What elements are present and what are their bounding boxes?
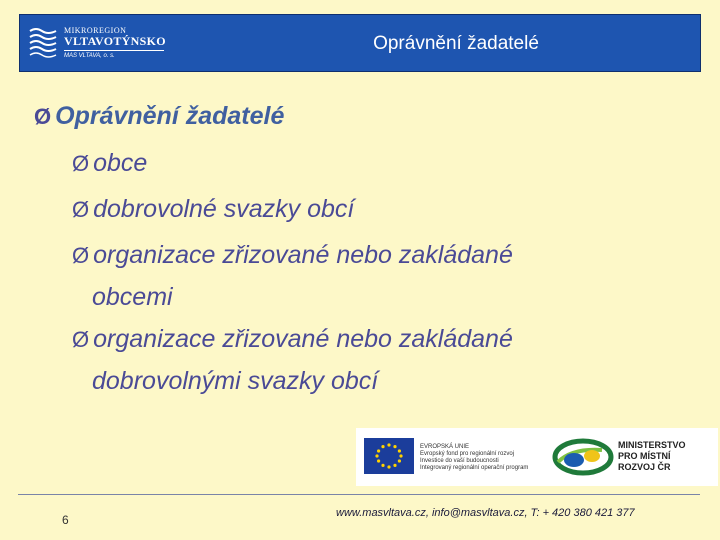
arrow-bullet-icon: Ø	[34, 104, 52, 129]
eu-text-line: Evropský fond pro regionální rozvoj	[420, 451, 515, 457]
item-text: obce	[93, 149, 148, 177]
slide-header	[19, 14, 701, 72]
bullet-item	[72, 192, 354, 227]
funding-logos	[356, 428, 718, 486]
bullet-item	[72, 238, 513, 273]
page-number: 6	[62, 513, 69, 527]
eu-flag-icon	[364, 438, 414, 474]
bullet-heading	[34, 99, 284, 134]
ministry-text	[618, 440, 686, 473]
item-continuation: obcemi	[92, 283, 173, 311]
ministry-text-line: MINISTERSTVO	[618, 440, 686, 450]
footer-contact: www.masvltava.cz, info@masvltava.cz, T: + 420 380 421 377	[336, 507, 635, 519]
arrow-bullet-icon: Ø	[72, 243, 90, 268]
ministry-text-line: ROZVOJ ČR	[618, 462, 671, 472]
item-text: dobrovolné svazky obcí	[93, 195, 355, 223]
bullet-item	[72, 322, 513, 357]
footer-divider	[18, 494, 700, 495]
arrow-bullet-icon: Ø	[72, 151, 90, 176]
ministry-text-line: PRO MÍSTNÍ	[618, 451, 671, 461]
item-text: organizace zřizované nebo zakládané	[93, 325, 513, 353]
bullet-item	[72, 146, 147, 181]
arrow-bullet-icon: Ø	[72, 197, 90, 222]
header-title: Oprávnění žadatelé	[373, 33, 539, 54]
logo-line1: MIKROREGION	[64, 26, 127, 35]
eu-text	[420, 444, 540, 472]
eu-text-line: Investice do vaší budoucnosti	[420, 458, 499, 464]
item-continuation: dobrovolnými svazky obcí	[92, 367, 379, 395]
heading-text: Oprávnění žadatelé	[55, 102, 285, 130]
ministry-logo-icon	[552, 436, 614, 478]
logo-line3: MAS VLTAVA, o. s.	[64, 53, 115, 59]
eu-text-line: EVROPSKÁ UNIE	[420, 444, 470, 450]
arrow-bullet-icon: Ø	[72, 327, 90, 352]
logo-line2: VLTAVOTÝNSKO	[64, 34, 166, 48]
item-text: organizace zřizované nebo zakládané	[93, 241, 513, 269]
eu-text-line: Integrovaný regionální operační program	[420, 465, 529, 471]
